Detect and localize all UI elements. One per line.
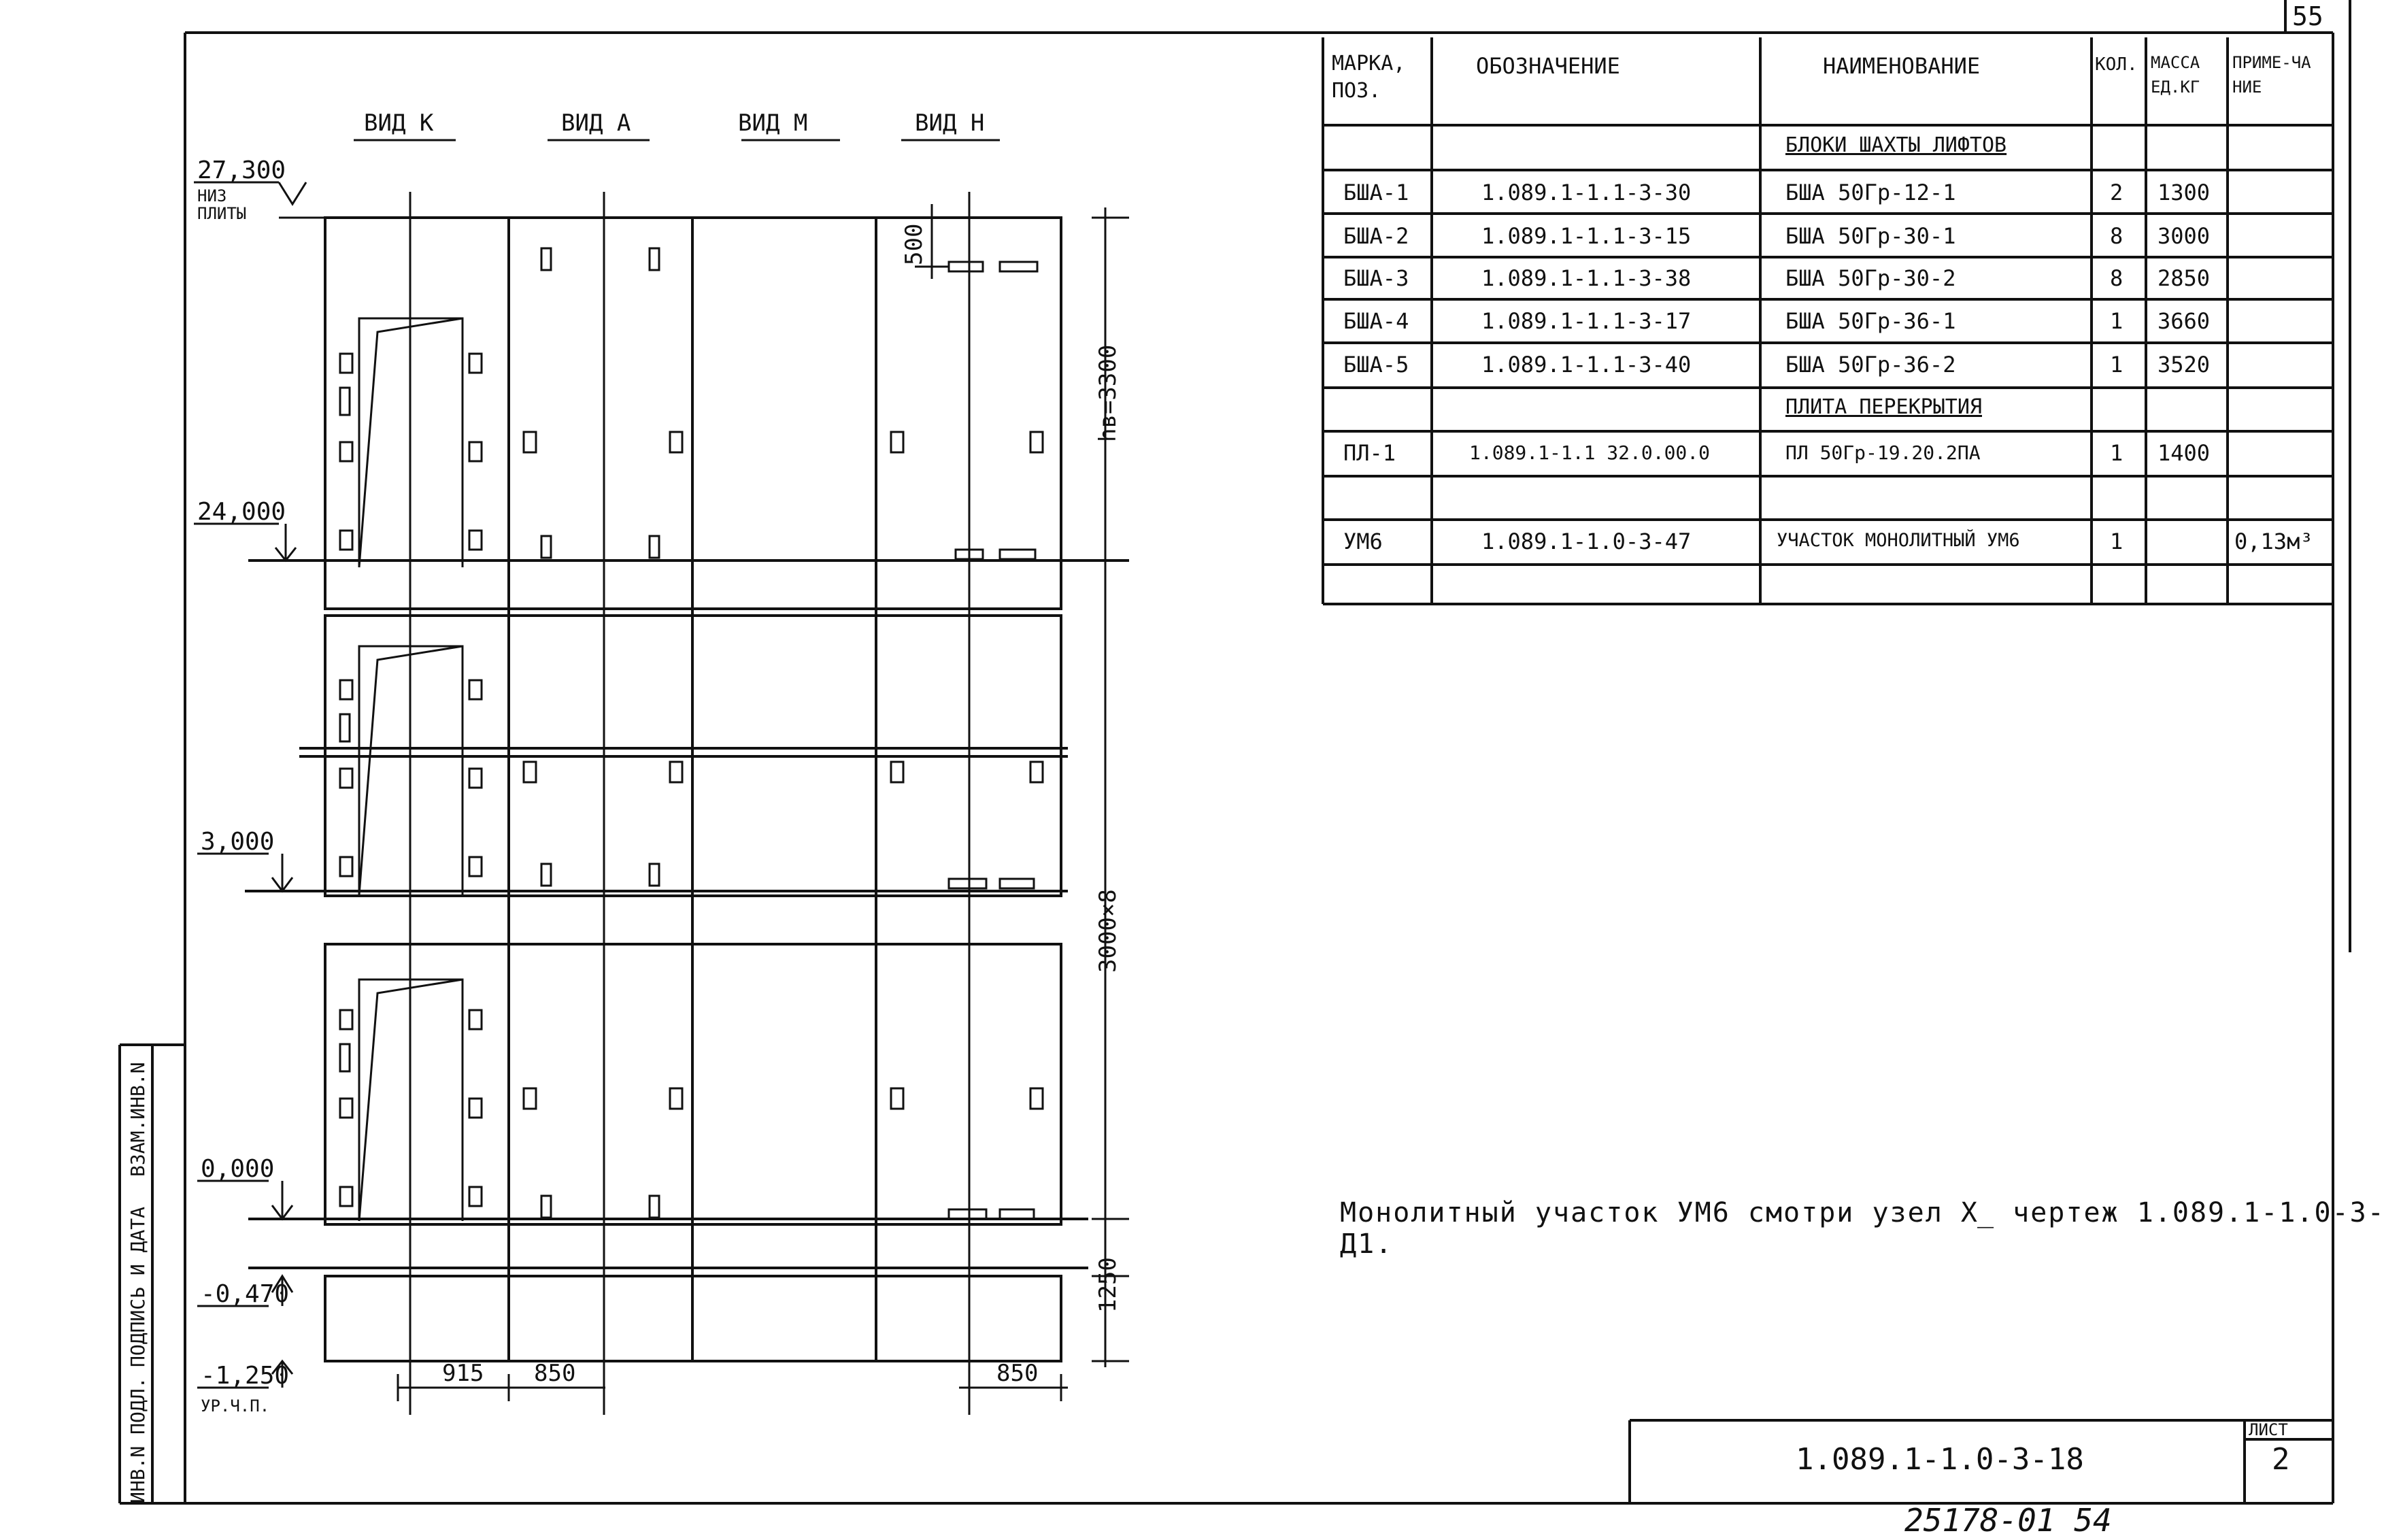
header-note: ПРИМЕ-ЧАНИЕ [2232, 53, 2311, 97]
header-name: НАИМЕНОВАНИЕ [1823, 53, 1981, 79]
side-stamp-sign: ПОДПИСЬ И ДАТА [127, 1206, 149, 1367]
view-n-title: ВИД Н [915, 110, 985, 137]
dim-500: 500 [901, 223, 928, 265]
elev-24: 24,000 [197, 498, 286, 526]
side-stamp-inv: ИНВ.N ПОДЛ. [127, 1377, 149, 1503]
dim-hb: hв=3300 [1094, 344, 1122, 442]
elev-0: 0,000 [201, 1155, 275, 1183]
header-designation: ОБОЗНАЧЕНИЕ [1476, 53, 1620, 79]
header-mark: МАРКА, ПОЗ. [1332, 52, 1406, 103]
monolith-note: Монолитный участок УМ6 смотри узел X̲ чертеж 1.089.1-1.0-3-Д1. [1340, 1197, 2385, 1260]
dim-1250: 1250 [1094, 1257, 1122, 1313]
elev-minus-125: -1,250 [201, 1362, 290, 1390]
header-qty: КОЛ. [2095, 54, 2138, 75]
shaft-elevation [245, 218, 1129, 1361]
archive-number: 25178-01 54 [1904, 1502, 2112, 1539]
section-slab: ПЛИТА ПЕРЕКРЫТИЯ [1785, 395, 1982, 419]
ground-level-label: УР.Ч.П. [201, 1396, 270, 1416]
elev-minus-047: -0,470 [201, 1280, 290, 1308]
elev-top-note-1: НИЗ [197, 186, 227, 205]
sheet-value: 2 [2272, 1442, 2290, 1477]
elev-3: 3,000 [201, 828, 275, 856]
side-stamp [122, 1048, 154, 1510]
sheet-label: ЛИСТ [2249, 1420, 2288, 1439]
sheet-top-number: 55 [2292, 1, 2323, 31]
dim-3000x8: 3000×8 [1094, 889, 1122, 973]
elev-top: 27,300 [197, 156, 286, 184]
view-k-title: ВИД К [364, 110, 434, 137]
dim-850-right: 850 [996, 1360, 1039, 1387]
side-stamp-replace: ВЗАМ.ИНВ.N [127, 1062, 149, 1177]
view-m-title: ВИД М [738, 110, 808, 137]
dim-850-left: 850 [534, 1360, 576, 1387]
doc-number: 1.089.1-1.0-3-18 [1796, 1442, 2084, 1477]
header-mass: МАССА ЕД.КГ [2151, 53, 2200, 97]
view-a-title: ВИД А [561, 110, 631, 137]
section-blocks: БЛОКИ ШАХТЫ ЛИФТОВ [1785, 133, 2007, 157]
elev-top-note-2: ПЛИТЫ [197, 204, 247, 223]
dim-915: 915 [442, 1360, 484, 1387]
